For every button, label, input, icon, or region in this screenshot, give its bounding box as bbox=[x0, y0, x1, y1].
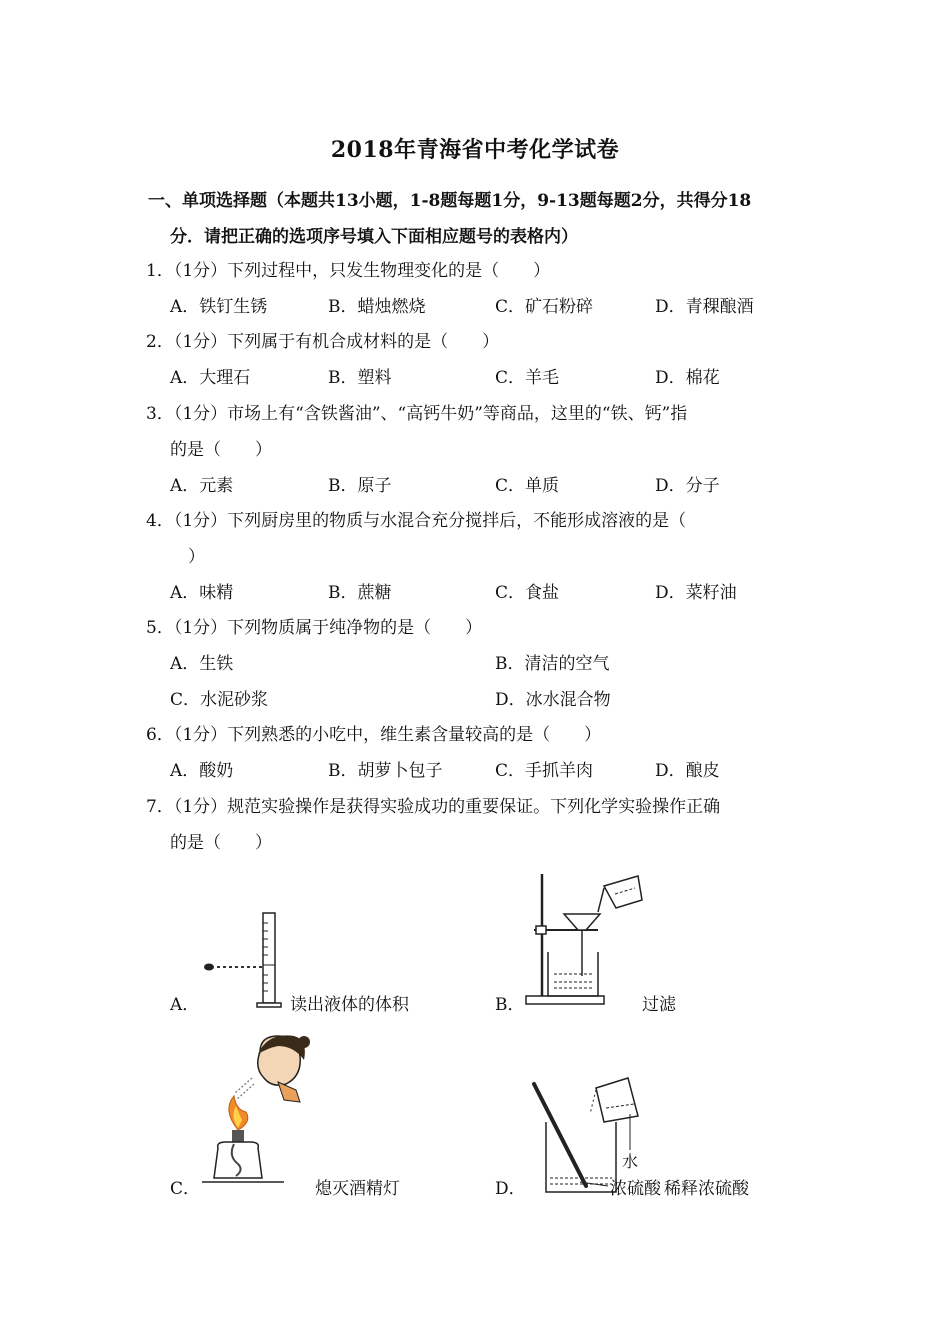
q4-option-a: A．味精 bbox=[170, 583, 234, 603]
q7-caption-c: 熄灭酒精灯 bbox=[315, 1179, 400, 1199]
q6-option-b: B．胡萝卜包子 bbox=[328, 761, 443, 781]
q7-option-d: D． bbox=[495, 1179, 526, 1199]
q6-option-c: C．手抓羊肉 bbox=[495, 761, 594, 781]
question-4-stem-cont: ） bbox=[188, 547, 205, 567]
question-2-stem: 2．（1分）下列属于有机合成材料的是（ ） bbox=[146, 332, 500, 352]
question-3-stem-cont: 的是（ ） bbox=[170, 440, 272, 460]
q7-caption-d: 稀释浓硫酸 bbox=[664, 1179, 749, 1199]
q7-option-a: A． bbox=[170, 995, 200, 1015]
section-heading-cont: 分．请把正确的选项序号填入下面相应题号的表格内） bbox=[170, 227, 578, 247]
q1-option-b: B．蜡烛燃烧 bbox=[328, 297, 426, 317]
q6-option-a: A．酸奶 bbox=[170, 761, 234, 781]
question-7-stem: 7．（1分）规范实验操作是获得实验成功的重要保证。下列化学实验操作正确 bbox=[146, 797, 721, 817]
q2-option-b: B．塑料 bbox=[328, 368, 392, 388]
eye-icon bbox=[204, 964, 214, 971]
section-heading: 一、单项选择题（本题共13小题，1-8题每题1分，9-13题每题2分，共得分18 bbox=[148, 191, 752, 211]
q4-option-d: D．菜籽油 bbox=[655, 583, 737, 603]
q3-option-b: B．原子 bbox=[328, 476, 392, 496]
figure-b-filtration bbox=[520, 868, 650, 1010]
figure-a-graduated-cylinder bbox=[195, 905, 290, 1010]
q1-option-a: A．铁钉生锈 bbox=[170, 297, 268, 317]
q7-caption-b: 过滤 bbox=[642, 995, 676, 1015]
q3-option-c: C．单质 bbox=[495, 476, 560, 496]
q7-option-c: C． bbox=[170, 1179, 201, 1199]
q2-option-d: D．棉花 bbox=[655, 368, 720, 388]
page-title: 2018年青海省中考化学试卷 bbox=[330, 137, 620, 163]
q6-option-d: D．酿皮 bbox=[655, 761, 720, 781]
q1-option-d: D．青稞酿酒 bbox=[655, 297, 754, 317]
question-1-stem: 1．（1分）下列过程中，只发生物理变化的是（ ） bbox=[146, 261, 551, 281]
question-3-stem: 3．（1分）市场上有“含铁酱油”、“高钙牛奶”等商品，这里的“铁、钙”指 bbox=[146, 404, 688, 424]
q3-option-d: D．分子 bbox=[655, 476, 720, 496]
q5-option-c: C．水泥砂浆 bbox=[170, 690, 269, 710]
q4-option-c: C．食盐 bbox=[495, 583, 560, 603]
q5-option-d: D．冰水混合物 bbox=[495, 690, 611, 710]
q2-option-a: A．大理石 bbox=[170, 368, 251, 388]
q3-option-a: A．元素 bbox=[170, 476, 234, 496]
q5-option-a: A．生铁 bbox=[170, 654, 234, 674]
q7-option-b: B． bbox=[495, 995, 525, 1015]
label-water: 水 bbox=[622, 1152, 639, 1171]
q1-option-c: C．矿石粉碎 bbox=[495, 297, 594, 317]
q5-option-b: B．清洁的空气 bbox=[495, 654, 610, 674]
question-4-stem: 4．（1分）下列厨房里的物质与水混合充分搅拌后，不能形成溶液的是（ bbox=[146, 511, 687, 531]
q2-option-c: C．羊毛 bbox=[495, 368, 560, 388]
label-concentrated-acid: 浓硫酸 bbox=[610, 1179, 661, 1199]
question-7-stem-cont: 的是（ ） bbox=[170, 833, 272, 853]
q4-option-b: B．蔗糖 bbox=[328, 583, 392, 603]
figure-c-alcohol-lamp bbox=[198, 1030, 313, 1195]
question-6-stem: 6．（1分）下列熟悉的小吃中，维生素含量较高的是（ ） bbox=[146, 725, 602, 745]
question-5-stem: 5．（1分）下列物质属于纯净物的是（ ） bbox=[146, 618, 483, 638]
q7-caption-a: 读出液体的体积 bbox=[290, 995, 409, 1015]
